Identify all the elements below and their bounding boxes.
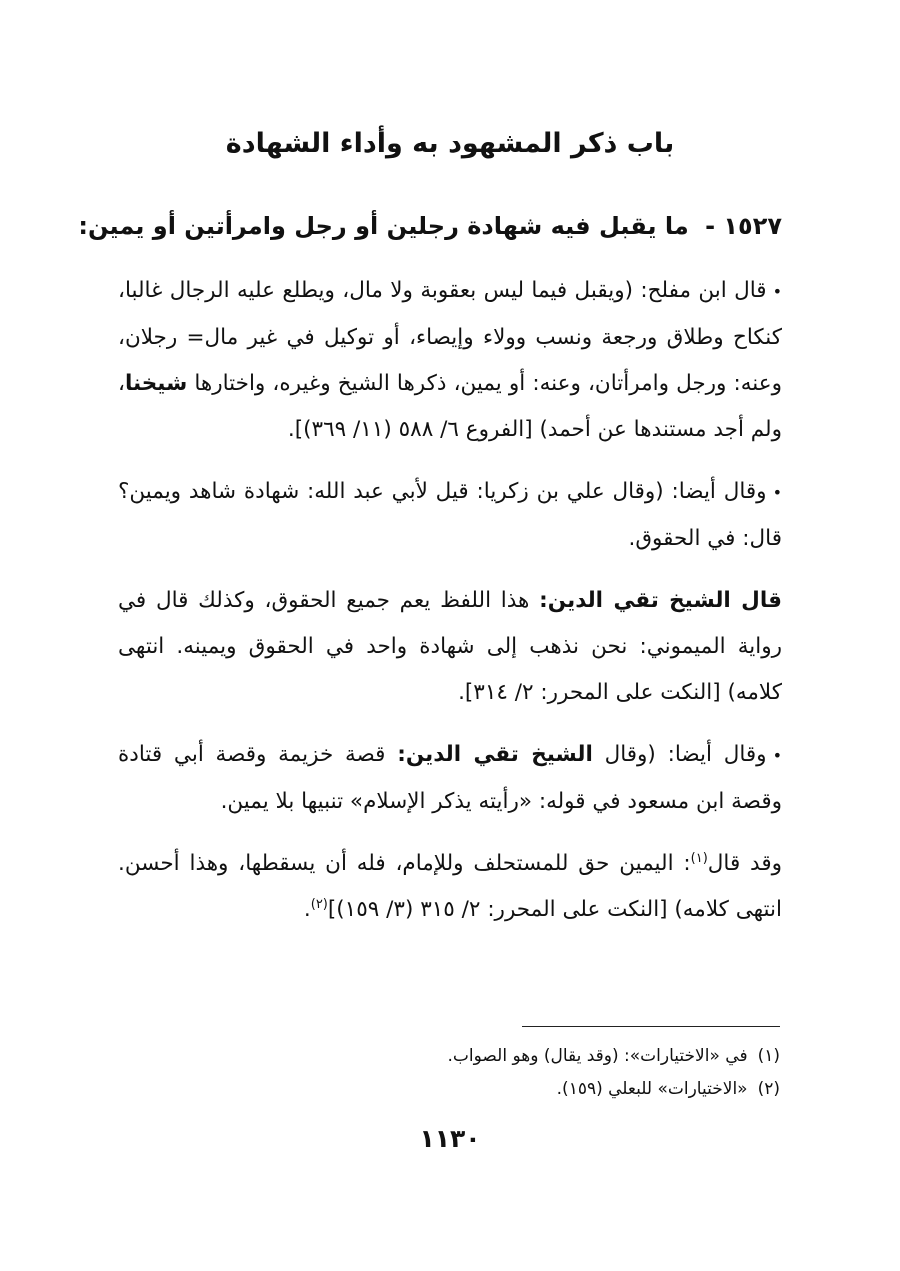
body-text: [118, 268, 782, 949]
section-number: ١٥٢٧ -: [705, 212, 782, 240]
paragraph-text: قال ابن مفلح: (ويقبل فيما ليس بعقوبة ولا مال، ويطلع عليه الرجال غالبا، كنكاح وطلاق ورجعة ونسب وولاء وإيصاء، أو توكيل في غير مال= رجلان، وعنه: ورجل وامرأتان، وعنه: أو يمين، ذكرها الشيخ وغيره، واختارها: [118, 278, 782, 396]
paragraph-tail: قصة خزيمة وقصة أبي قتادة وقصة ابن مسعود في قوله: «رأيته يذكر الإسلام» تنبيها بلا يمين.: [118, 742, 782, 814]
paragraph-text: : اليمين حق للمستحلف وللإمام، فله أن يسقطها، وهذا أحسن. انتهى كلامه) [النكت على المحرر: ٢/ ٣١٥ (٣/ ١٥٩)]: [118, 851, 782, 922]
paragraph-1: [118, 268, 782, 453]
section-heading: [78, 212, 782, 240]
paragraph-text: وقد قال: [707, 851, 782, 876]
footnotes: [120, 1040, 780, 1106]
paragraph-lead: قال الشيخ تقي الدين:: [539, 588, 782, 613]
footnote-ref-1[interactable]: (١): [690, 850, 708, 866]
footnote-2: [120, 1073, 780, 1106]
paragraph-5: [118, 841, 782, 933]
footnote-ref-2[interactable]: (٢): [310, 896, 328, 912]
paragraph-end: .: [303, 897, 311, 922]
footnote-text: في «الاختيارات»: (وقد يقال) وهو الصواب.: [447, 1046, 748, 1066]
footnote-1: [120, 1040, 780, 1073]
bullet-icon: •: [772, 746, 783, 765]
paragraph-3: [118, 578, 782, 716]
paragraph-text: هذا اللفظ يعم جميع الحقوق، وكذلك قال في رواية الميموني: نحن نذهب إلى شهادة واحد في الحقوق ويمينه. انتهى كلامه) [النكت على المحرر: ٢/ ٣١٤].: [118, 588, 782, 705]
footnote-divider: [522, 1026, 780, 1027]
section-heading-text: ما يقبل فيه شهادة رجلين أو رجل وامرأتين أو يمين:: [78, 212, 689, 240]
paragraph-bold-text: شيخنا: [124, 371, 188, 396]
paragraph-bold-text: الشيخ تقي الدين:: [397, 742, 593, 767]
paragraph-text: وقال أيضا: (وقال: [592, 742, 767, 767]
chapter-title: باب ذكر المشهود به وأداء الشهادة: [225, 128, 675, 159]
bullet-icon: •: [772, 483, 782, 502]
page-number: ١١٣٠: [419, 1124, 481, 1153]
footnote-number: (٢): [757, 1079, 780, 1099]
footnote-number: (١): [757, 1046, 780, 1066]
paragraph-2: [118, 469, 782, 562]
bullet-icon: •: [772, 282, 782, 301]
footnote-text: «الاختيارات» للبعلي (١٥٩).: [556, 1079, 748, 1099]
paragraph-4: [118, 732, 782, 825]
paragraph-tail: ، ولم أجد مستندها عن أحمد) [الفروع ٦/ ٥٨٨ (١١/ ٣٦٩)].: [118, 371, 782, 442]
paragraph-text: وقال أيضا: (وقال علي بن زكريا: قيل لأبي عبد الله: شهادة شاهد ويمين؟ قال: في الحقوق.: [118, 479, 782, 551]
